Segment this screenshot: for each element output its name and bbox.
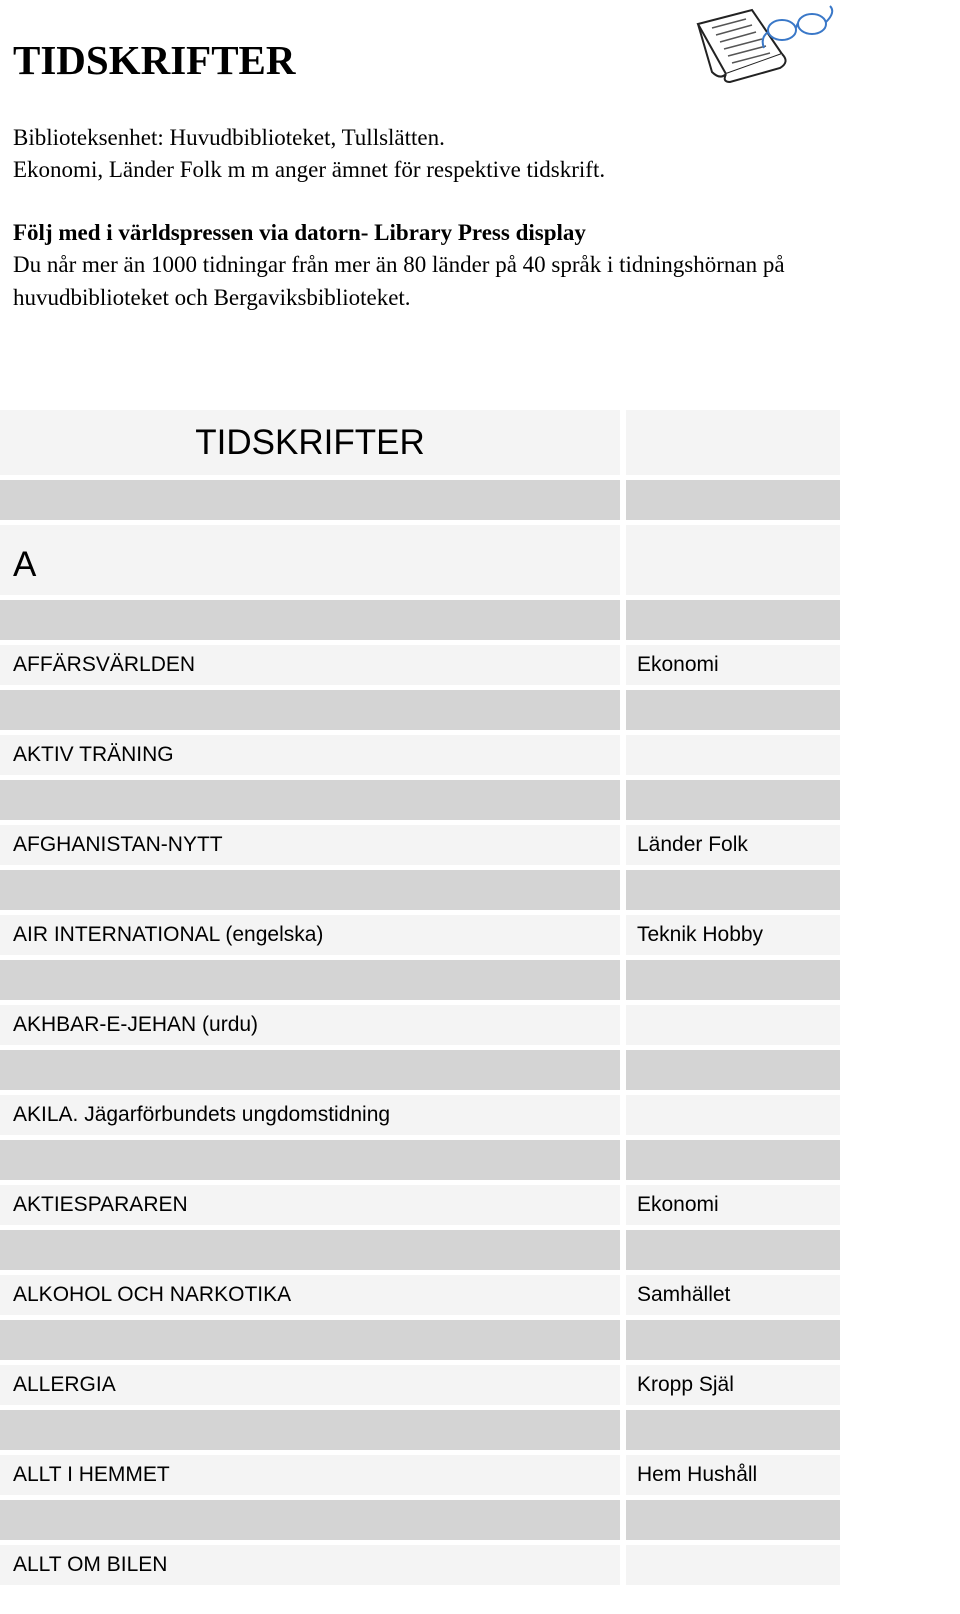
journal-category: Kropp Själ xyxy=(626,1365,840,1405)
separator-row xyxy=(0,870,620,910)
separator-row xyxy=(0,1500,620,1540)
separator-row xyxy=(0,1320,620,1360)
separator-row xyxy=(626,690,840,730)
journal-category xyxy=(626,1545,840,1585)
journal-name: ALLT I HEMMET xyxy=(0,1455,620,1495)
separator-row xyxy=(626,1410,840,1450)
page-title: TIDSKRIFTER xyxy=(13,37,296,83)
separator-row xyxy=(0,960,620,1000)
journal-category: Teknik Hobby xyxy=(626,915,840,955)
library-press-heading: Följ med i världspressen via datorn- Library Press display xyxy=(13,220,586,245)
separator-row xyxy=(626,1050,840,1090)
journal-name: AIR INTERNATIONAL (engelska) xyxy=(0,915,620,955)
separator-row xyxy=(626,870,840,910)
journal-name: AFGHANISTAN-NYTT xyxy=(0,825,620,865)
journal-category: Länder Folk xyxy=(626,825,840,865)
journal-name: AKTIV TRÄNING xyxy=(0,735,620,775)
journal-name: ALLT OM BILEN xyxy=(0,1545,620,1585)
journal-name: AFFÄRSVÄRLDEN xyxy=(0,645,620,685)
separator-row xyxy=(0,1050,620,1090)
journal-category: Ekonomi xyxy=(626,1185,840,1225)
separator-row xyxy=(0,480,620,520)
separator-row xyxy=(626,480,840,520)
table-title-blank xyxy=(626,410,840,475)
journal-name: ALKOHOL OCH NARKOTIKA xyxy=(0,1275,620,1315)
separator-row xyxy=(626,1500,840,1540)
separator-row xyxy=(0,600,620,640)
separator-row xyxy=(0,1230,620,1270)
separator-row xyxy=(0,1410,620,1450)
separator-row xyxy=(626,780,840,820)
journal-category: Ekonomi xyxy=(626,645,840,685)
separator-row xyxy=(0,1140,620,1180)
library-press-description: Du når mer än 1000 tidningar från mer än 80 länder på 40 språk i tidningshörnan på xyxy=(13,252,785,277)
separator-row xyxy=(626,1320,840,1360)
journal-category: Hem Hushåll xyxy=(626,1455,840,1495)
journal-name: ALLERGIA xyxy=(0,1365,620,1405)
separator-row xyxy=(626,600,840,640)
journal-category xyxy=(626,1005,840,1045)
library-unit-line: Biblioteksenhet: Huvudbiblioteket, Tullslätten. xyxy=(13,125,445,150)
library-press-description-cont: huvudbiblioteket och Bergaviksbiblioteket. xyxy=(13,285,411,310)
journal-name: AKTIESPARAREN xyxy=(0,1185,620,1225)
separator-row xyxy=(0,690,620,730)
separator-row xyxy=(626,1140,840,1180)
separator-row xyxy=(626,960,840,1000)
table-title: TIDSKRIFTER xyxy=(0,410,620,475)
journal-category xyxy=(626,735,840,775)
subject-note-line: Ekonomi, Länder Folk m m anger ämnet för respektive tidskrift. xyxy=(13,157,606,182)
separator-row xyxy=(626,1230,840,1270)
journal-table xyxy=(0,410,840,1585)
journal-name: AKHBAR-E-JEHAN (urdu) xyxy=(0,1005,620,1045)
separator-row xyxy=(0,780,620,820)
journal-name: AKILA. Jägarförbundets ungdomstidning xyxy=(0,1095,620,1135)
newspaper-glasses-icon xyxy=(690,2,840,84)
section-letter-blank xyxy=(626,525,840,595)
section-letter: A xyxy=(0,525,620,595)
journal-category xyxy=(626,1095,840,1135)
journal-category: Samhället xyxy=(626,1275,840,1315)
